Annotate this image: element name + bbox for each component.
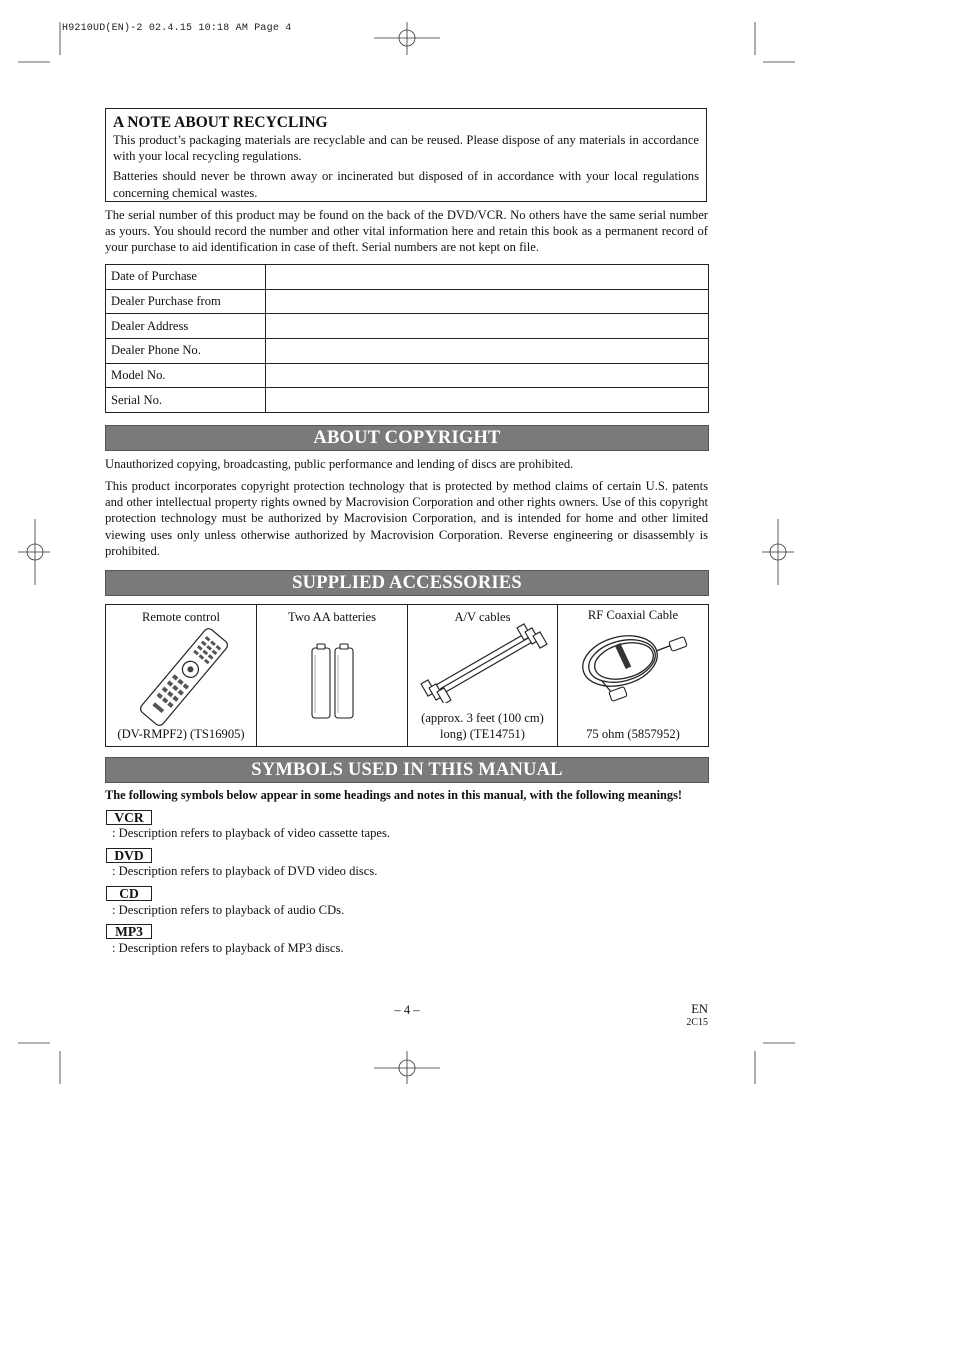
accessory-av-cables [408, 605, 558, 746]
record-label: Dealer Phone No. [106, 339, 266, 364]
accessory-note: (approx. 3 feet (100 cm) long) (TE14751) [421, 711, 544, 741]
symbol-mp3-tag: MP3 [106, 924, 152, 939]
copyright-heading: ABOUT COPYRIGHT [105, 425, 709, 451]
language-label: EN [691, 1002, 708, 1016]
table-row [106, 363, 709, 388]
record-label: Dealer Purchase from [106, 289, 266, 314]
copyright-paragraph-2: This product incorporates copyright protection technology that is protected by method claims of certain U.S. patents and other intellectual property rights owned by Macrovision Corporation and other rights owners. Use of this copyright protection technology must be authorized by Macrovision Corporation, and is intended for home and other limited viewing uses only unless otherwise authorized by Macrovision Corporation. Reverse engineering or disassembly is prohibited. [105, 479, 708, 558]
accessory-name: Two AA batteries [288, 610, 376, 624]
record-label: Model No. [106, 363, 266, 388]
recycling-paragraph-2: Batteries should never be thrown away or incinerated but disposed of in accordance with your local regulations concerning chemical wastes. [113, 169, 699, 200]
av-cables-icon [416, 623, 552, 703]
serial-number-note: The serial number of this product may be found on the back of the DVD/VCR. No others have the same serial number as yours. You should record the number and other vital information here and retain this book as a permanent record of your purchase to aid identification in case of theft. Serial numbers are not kept on file. [105, 208, 708, 255]
symbols-intro: The following symbols below appear in some headings and notes in this manual, with the following meanings! [105, 788, 683, 802]
accessory-note: (DV-RMPF2) (TS16905) [117, 727, 245, 741]
symbol-vcr-tag: VCR [106, 810, 152, 825]
page-number: – 4 – [394, 1003, 420, 1017]
coaxial-cable-icon [572, 625, 696, 705]
recycling-title: A NOTE ABOUT RECYCLING [113, 114, 328, 131]
table-row [106, 339, 709, 364]
accessory-name: A/V cables [454, 610, 511, 624]
table-row [106, 289, 709, 314]
print-slug: H9210UD(EN)-2 02.4.15 10:18 AM Page 4 [62, 23, 292, 34]
accessory-coaxial-cable [558, 605, 708, 746]
symbol-dvd-tag: DVD [106, 848, 152, 863]
symbol-vcr-description: : Description refers to playback of video cassette tapes. [112, 826, 391, 840]
record-label: Dealer Address [106, 314, 266, 339]
batteries-icon [307, 643, 359, 721]
language-code [660, 1003, 708, 1029]
record-value [266, 289, 709, 314]
recycling-paragraph-1: This product’s packaging materials are recyclable and can be reused. Please dispose of any materials in accordance with your local recycling regulations. [113, 133, 699, 164]
record-label: Date of Purchase [106, 265, 266, 290]
symbol-mp3-description: : Description refers to playback of MP3 discs. [112, 941, 344, 955]
accessory-note: 75 ohm (5857952) [586, 727, 680, 741]
symbol-cd-description: : Description refers to playback of audio CDs. [112, 903, 345, 917]
remote-control-icon [134, 627, 234, 727]
accessories-table [105, 604, 709, 747]
table-row [106, 265, 709, 290]
accessory-remote-control [106, 605, 257, 746]
record-value [266, 314, 709, 339]
symbol-cd-tag: CD [106, 886, 152, 901]
symbols-heading: SYMBOLS USED IN THIS MANUAL [105, 757, 709, 783]
accessory-name: Remote control [142, 610, 220, 624]
accessories-heading: SUPPLIED ACCESSORIES [105, 570, 709, 596]
recycling-note-box [105, 108, 707, 202]
accessory-name: RF Coaxial Cable [587, 608, 679, 622]
record-label: Serial No. [106, 388, 266, 413]
document-code: 2C15 [686, 1017, 708, 1028]
accessory-batteries [257, 605, 408, 746]
copyright-paragraph-1: Unauthorized copying, broadcasting, public performance and lending of discs are prohibited. [105, 457, 574, 471]
table-row [106, 314, 709, 339]
record-value [266, 339, 709, 364]
purchase-record-table [105, 264, 709, 413]
table-row [106, 388, 709, 413]
symbol-dvd-description: : Description refers to playback of DVD video discs. [112, 864, 378, 878]
record-value [266, 265, 709, 290]
record-value [266, 363, 709, 388]
record-value [266, 388, 709, 413]
